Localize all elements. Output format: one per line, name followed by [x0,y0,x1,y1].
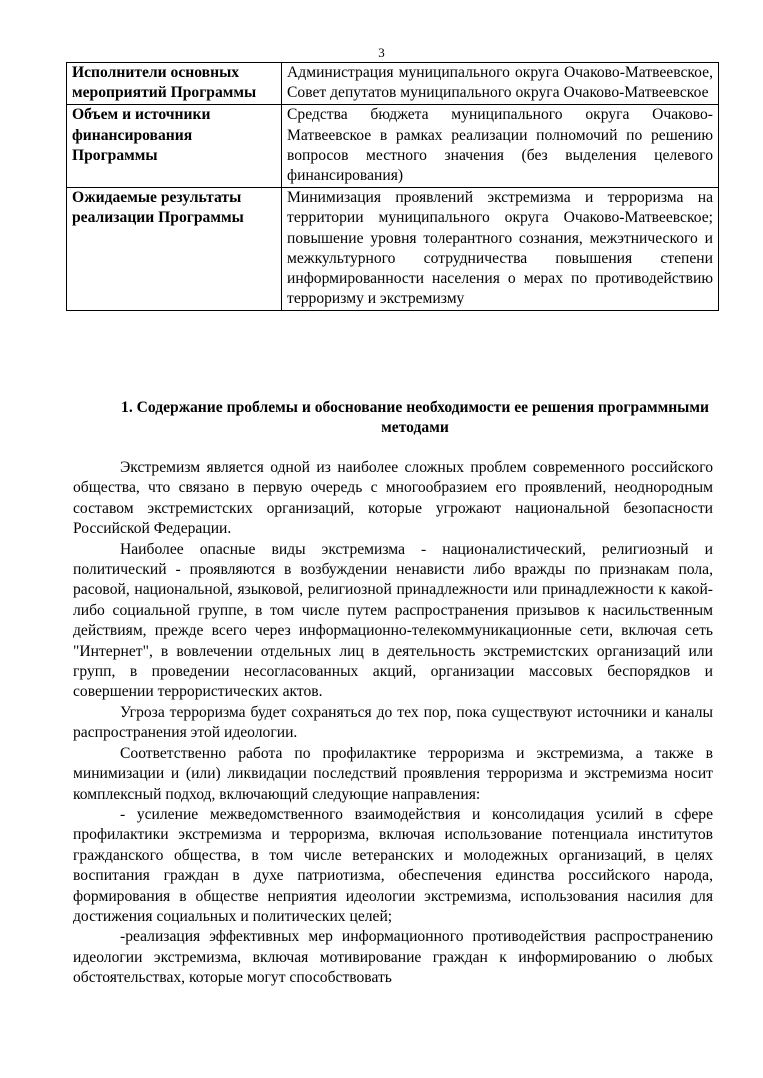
row-label-executors: Исполнители основных мероприятий Программы [67,63,282,105]
row-value-funding: Средства бюджета муниципального округа Очаково-Матвеевское в рамках реализации полномочий по решению вопросов местного значения (без выделения целевого финансирования) [282,105,719,188]
paragraph: Угроза терроризма будет сохраняться до тех пор, пока существуют источники и каналы распространения этой идеологии. [73,703,713,742]
paragraph: Наиболее опасные виды экстремизма - националистический, религиозный и политический - проявляются в возбуждении ненависти либо вражды по признакам пола, расовой, национальной, языковой, религиозной принадлежности или принадлежности к какой-либо социальной группе, в том числе путем распространения призывов к насильственным действиям, прежде всего через информационно-телекоммуникационные сети, включая сеть "Интернет", в вовлечении отдельных лиц в деятельность экстремистских организаций или групп, в проведении несогласованных акций, организации массовых беспорядков и совершении террористических актов. [73,540,713,701]
program-passport-table [66,62,719,311]
paragraph: Соответственно работа по профилактике терроризма и экстремизма, а также в минимизации и (или) ликвидации последствий проявления терроризма и экстремизма носит комплексный подход, включающий следующие направления: [73,744,713,803]
paragraph: -реализация эффективных мер информационного противодействия распространению идеологии экстремизма, включая мотивирование граждан к информированию о любых обстоятельствах, которые могут способствовать [73,928,713,987]
page-number: 3 [378,45,385,60]
paragraph: - усиление межведомственного взаимодействия и консолидация усилий в сфере профилактики экстремизма и терроризма, включая использование потенциала институтов гражданского общества, в том числе ветеранских и молодежных организаций, в целях воспитания граждан в духе патриотизма, обеспечения единства российского народа, формирования в обществе неприятия идеологии экстремизма, использования насилия для достижения социальных и политических целей; [73,805,713,925]
row-label-funding: Объем и источники финансирования Программы [67,105,282,188]
paragraph: Экстремизм является одной из наиболее сложных проблем современного российского общества, что связано в первую очередь с многообразием его проявлений, неоднородным составом экстремистских организаций, которые угрожают национальной безопасности Российской Федерации. [73,459,713,538]
section-body [73,458,713,989]
row-value-executors: Администрация муниципального округа Очаково-Матвеевское, Совет депутатов муниципального округа Очаково-Матвеевское [282,63,719,105]
table-row [67,63,719,105]
row-label-expected-results: Ожидаемые результаты реализации Программы [67,188,282,311]
table-row [67,188,719,311]
row-value-expected-results: Минимизация проявлений экстремизма и терроризма на территории муниципального округа Очаково-Матвеевское; повышение уровня толерантного сознания, межэтнического и межкультурного сотрудничества повышения степени информированности населения о мерах по противодействию терроризму и экстремизму [282,188,719,311]
table-row [67,105,719,188]
section-heading: 1. Содержание проблемы и обоснование необходимости ее решения программными методами [121,399,709,437]
